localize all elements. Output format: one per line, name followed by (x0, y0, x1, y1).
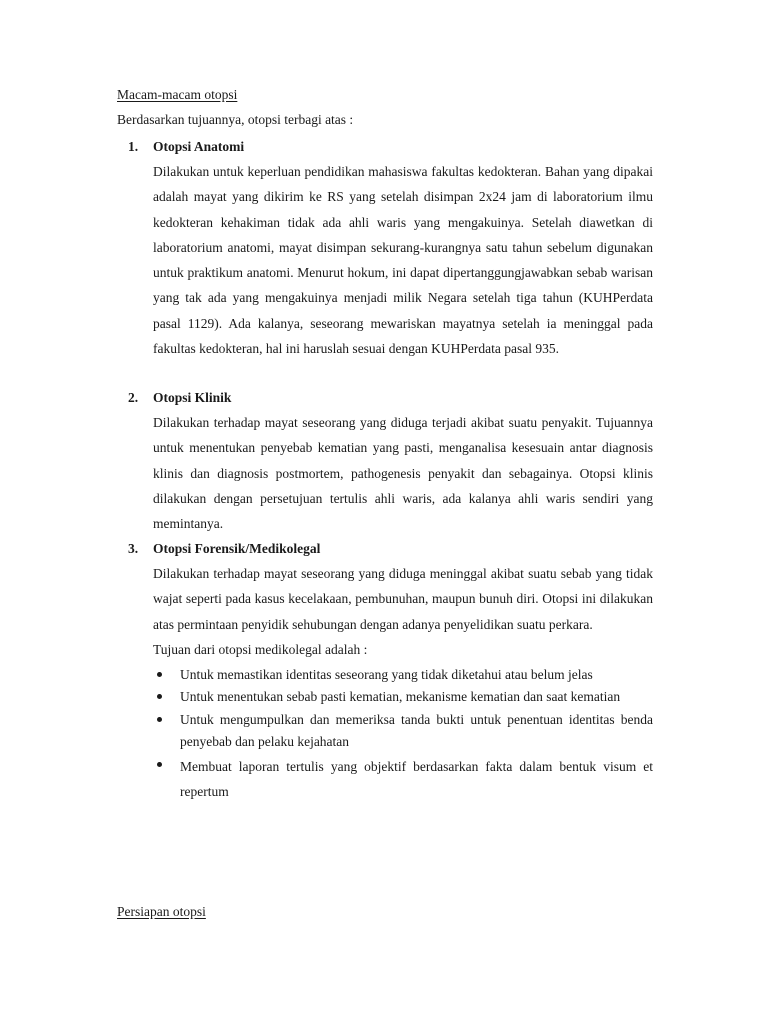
list-item: Untuk mengumpulkan dan memeriksa tanda bukti untuk penentuan identitas benda penyebab dan pelaku kejahatan (180, 709, 653, 754)
intro-text: Berdasarkan tujuannya, otopsi terbagi atas : (117, 112, 354, 127)
section-anatomy (128, 137, 653, 361)
heading-types-of-autopsy: Macam-macam otopsi (117, 87, 238, 102)
list-item: Untuk menentukan sebab pasti kematian, mekanisme kematian dan saat kematian (180, 686, 653, 708)
purpose-intro: Tujuan dari otopsi medikolegal adalah : (153, 641, 368, 657)
list-item: Membuat laporan tertulis yang objektif berdasarkan fakta dalam bentuk visum et repertum (180, 754, 653, 805)
section-title-text: Otopsi Anatomi (153, 139, 245, 154)
bullet-icon (157, 694, 162, 699)
section-title (128, 137, 653, 157)
bullet-icon (157, 762, 162, 767)
section-number: 1. (128, 139, 139, 154)
section-paragraph: Dilakukan untuk keperluan pendidikan mahasiswa fakultas kedokteran. Bahan yang dipakai adalah mayat yang dikirim ke RS yang setelah disimpan 2x24 jam di laboratorium ilmu kedokteran kehakiman tidak ada ahli waris yang mengakuinya. Setelah diawetkan di laboratorium anatomi, mayat disimpan sekurang-kurangnya satu tahun sebelum digunakan untuk praktikum anatomi. Menurut hokum, ini dapat dipertanggungjawabkan sebab warisan yang tak ada yang mengakuinya menjadi milik Negara setelah tiga tahun (KUHPerdata pasal 1129). Ada kalanya, seseorang mewariskan mayatnya setelah ia meninggal pada fakultas kedokteran, hal ini haruslah sesuai dengan KUHPerdata pasal 935. (153, 164, 653, 357)
section-title (128, 539, 653, 559)
section-title-text: Otopsi Klinik (153, 390, 232, 405)
section-clinical (128, 388, 653, 536)
list-item: Untuk memastikan identitas seseorang yang tidak diketahui atau belum jelas (180, 664, 653, 686)
section-number: 2. (128, 390, 139, 405)
heading-autopsy-preparation: Persiapan otopsi (117, 904, 206, 919)
bullet-icon (157, 717, 162, 722)
bullet-icon (157, 672, 162, 677)
section-title (128, 388, 653, 408)
section-number: 3. (128, 541, 139, 556)
section-forensic (128, 539, 653, 805)
section-paragraph: Dilakukan terhadap mayat seseorang yang diduga meninggal akibat suatu sebab yang tidak wajat seperti pada kasus kecelakaan, pembunuhan, maupun bunuh diri. Otopsi ini dilakukan atas permintaan penyidik sehubungan dengan adanya penyelidikan suatu perkara. (153, 566, 653, 632)
purpose-list (128, 664, 653, 805)
section-paragraph: Dilakukan terhadap mayat seseorang yang diduga terjadi akibat suatu penyakit. Tujuannya untuk menentukan penyebab kematian yang pasti, menganalisa kesesuain antar diagnosis klinis dan diagnosis postmortem, pathogenesis penyakit dan sebagainya. Otopsi klinis dilakukan dengan persetujuan tertulis ahli waris, ada kalanya ahli waris sendiri yang memintanya. (153, 415, 653, 532)
section-title-text: Otopsi Forensik/Medikolegal (153, 541, 321, 556)
